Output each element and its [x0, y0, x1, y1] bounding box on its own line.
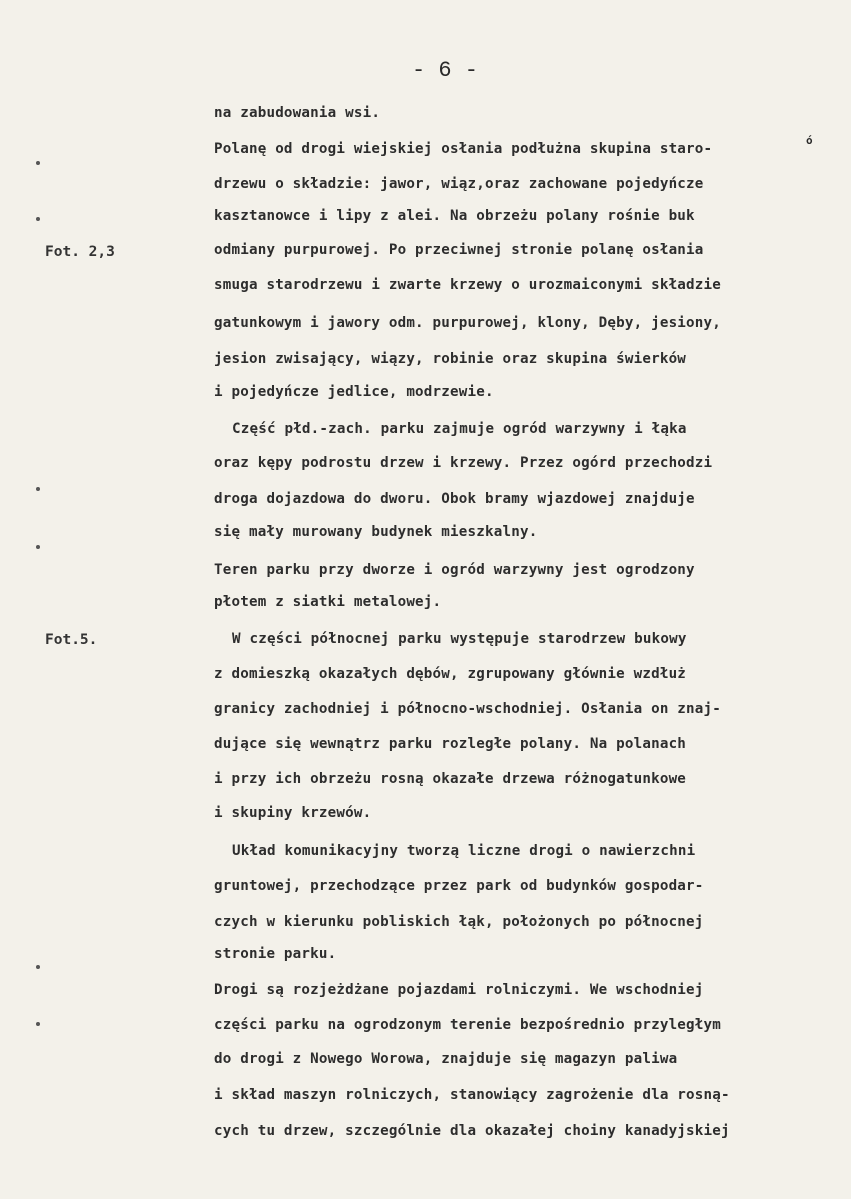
text-line: oraz kępy podrostu drzew i krzewy. Przez ogórd przechodzi — [214, 455, 713, 471]
page-number: - 6 - — [411, 58, 478, 83]
text-line: czych w kierunku pobliskich łąk, położonych po północnej — [214, 914, 704, 930]
text-line: z domieszką okazałych dębów, zgrupowany głównie wzdłuż — [214, 666, 687, 682]
margin-dot — [36, 217, 40, 221]
margin-dot — [36, 545, 40, 549]
text-line: Polanę od drogi wiejskiej osłania podłużna skupina staro- — [214, 141, 713, 157]
margin-dot — [36, 965, 40, 969]
text-line: stronie parku. — [214, 946, 337, 962]
text-line: Teren parku przy dworze i ogród warzywny jest ogrodzony — [214, 562, 695, 578]
text-line: gatunkowym i jawory odm. purpurowej, klony, Dęby, jesiony, — [214, 315, 722, 331]
text-line: drzewu o składzie: jawor, wiąz,oraz zachowane pojedyńcze — [214, 176, 704, 192]
margin-dot — [36, 1022, 40, 1026]
text-line: Układ komunikacyjny tworzą liczne drogi o nawierzchni — [232, 843, 696, 859]
text-line: płotem z siatki metalowej. — [214, 594, 442, 610]
text-line: cych tu drzew, szczególnie dla okazałej choiny kanadyjskiej — [214, 1123, 730, 1139]
text-line: Część płd.-zach. parku zajmuje ogród warzywny i łąka — [232, 421, 687, 437]
text-line: odmiany purpurowej. Po przeciwnej stronie polanę osłania — [214, 242, 704, 258]
text-line: części parku na ogrodzonym terenie bezpośrednio przyległym — [214, 1017, 722, 1033]
text-line: i przy ich obrzeżu rosną okazałe drzewa różnogatunkowe — [214, 771, 687, 787]
text-line: smuga starodrzewu i zwarte krzewy o urozmaiconymi składzie — [214, 277, 722, 293]
margin-dot — [36, 161, 40, 165]
text-line: i pojedyńcze jedlice, modrzewie. — [214, 384, 494, 400]
text-line: dujące się wewnątrz parku rozległe polany. Na polanach — [214, 736, 687, 752]
text-line: na zabudowania wsi. — [214, 105, 381, 121]
text-line: droga dojazdowa do dworu. Obok bramy wjazdowej znajduje — [214, 491, 695, 507]
text-line: się mały murowany budynek mieszkalny. — [214, 524, 538, 540]
margin-dot — [36, 487, 40, 491]
text-line: do drogi z Nowego Worowa, znajduje się magazyn paliwa — [214, 1051, 678, 1067]
text-line: i skupiny krzewów. — [214, 805, 372, 821]
text-line: kasztanowce i lipy z alei. Na obrzeżu polany rośnie buk — [214, 208, 695, 224]
margin-note-photo-ref: Fot. 2,3 — [45, 244, 115, 260]
text-line: i skład maszyn rolniczych, stanowiący zagrożenie dla rosną- — [214, 1087, 730, 1103]
text-line: Drogi są rozjeżdżane pojazdami rolniczymi. We wschodniej — [214, 982, 704, 998]
superscript-correction: ó — [806, 134, 813, 147]
text-line: W części północnej parku występuje starodrzew bukowy — [232, 631, 687, 647]
margin-note-photo-ref: Fot.5. — [45, 632, 98, 648]
text-line: jesion zwisający, wiązy, robinie oraz skupina świerków — [214, 351, 687, 367]
text-line: gruntowej, przechodzące przez park od budynków gospodar- — [214, 878, 704, 894]
text-line: granicy zachodniej i północno-wschodniej. Osłania on znaj- — [214, 701, 722, 717]
